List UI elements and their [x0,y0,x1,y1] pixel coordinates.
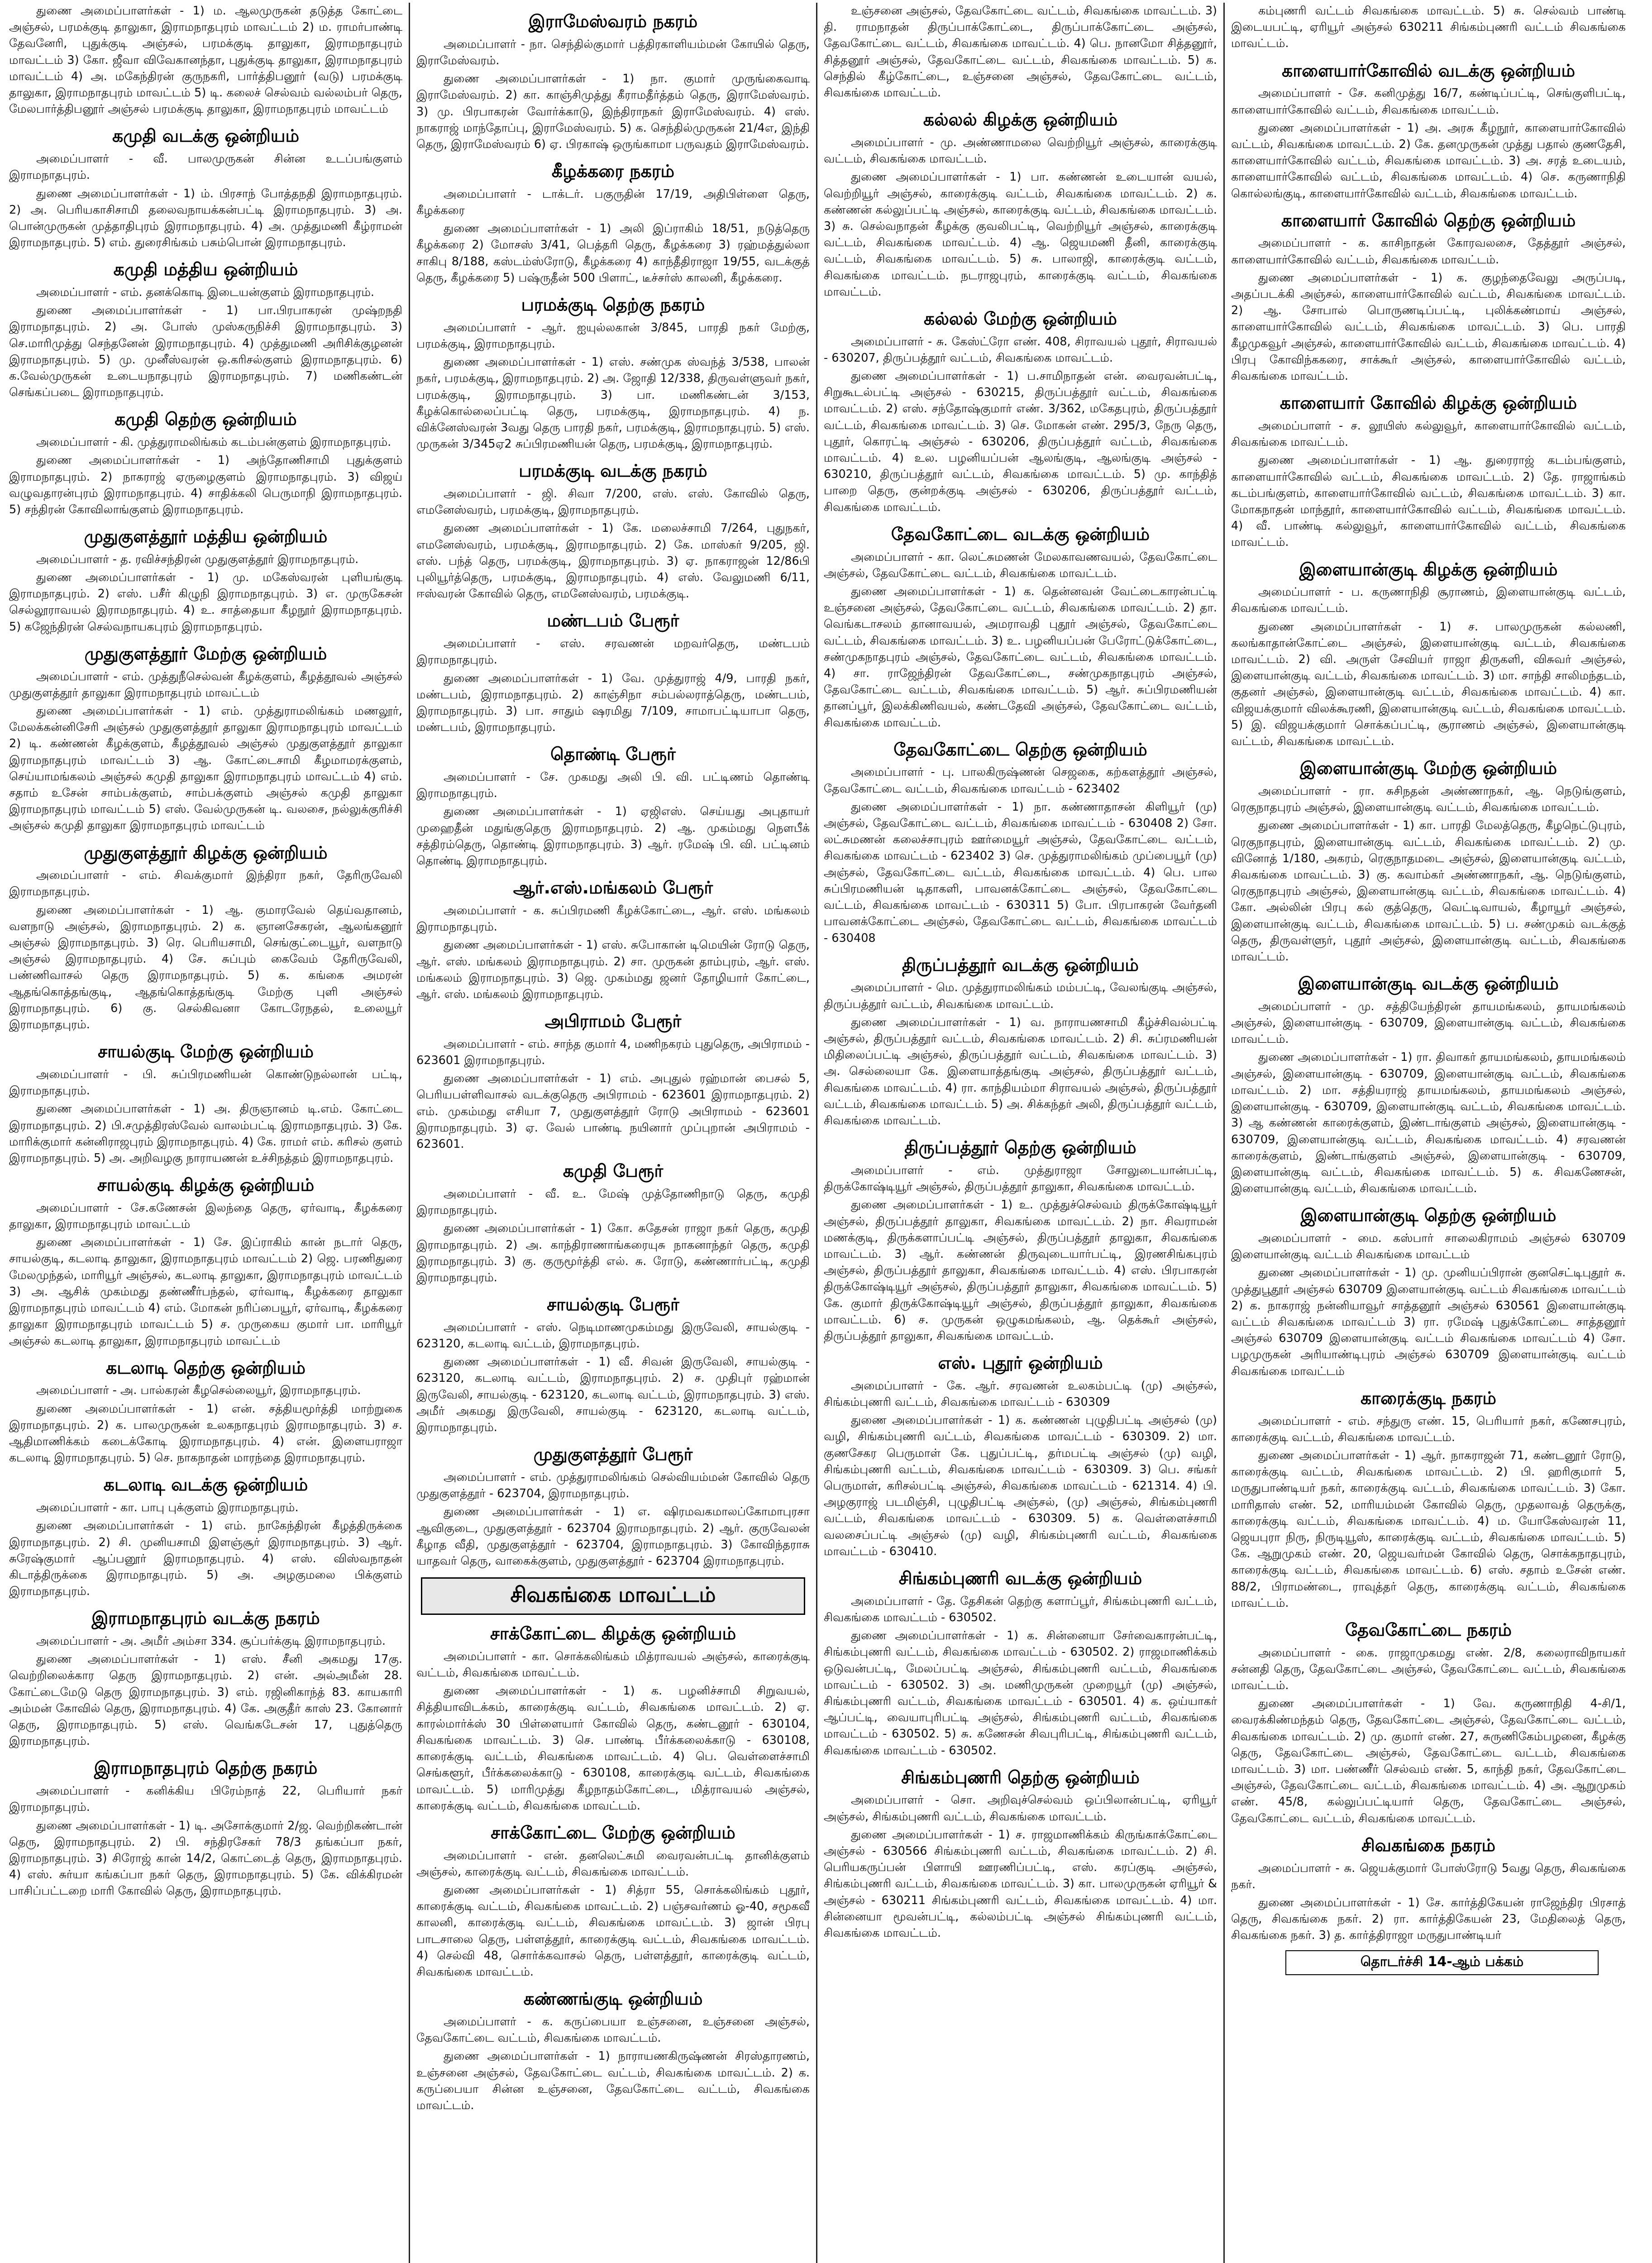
body-paragraph: துணை அமைப்பாளர்கள் - 1) க. சின்னையா சேர்வைகாரன்பட்டி, சிங்கம்புணரி வட்டம், சிவகங்கை மாவட்டம் - 630502. 2) ராஜமாணிக்கம் ஒடுவன்பட்டி, மேலப்பட்டி அஞ்சல், சிங்கம்புணரி வட்டம், சிவகங்கை மாவட்டம் - 630502. 3) அ. மணிமுருகன் முறையூர் (மு) அஞ்சல், சிங்கம்புணரி வட்டம், சிவகங்கை மாவட்டம் - 630501. 4) க. ஒய்யாகர் ஆப்பட்டி, வையாபுரிபட்டி அஞ்சல், சிங்கம்புணரி வட்டம், சிவகங்கை மாவட்டம் - 630502. 5) சு. கணேசன் சிவபுரிபட்டி, சிங்கம்புணரி வட்டம், சிவகங்கை மாவட்டம் - 630502. [824,1629,1217,1757]
body-paragraph: அமைப்பாளர் - க. கருப்பையா உஞ்சனை, உஞ்சனை அஞ்சல், தேவகோட்டை வட்டம், சிவகங்கை மாவட்டம். [416,2015,810,2045]
section-heading: சிவகங்கை நகரம் [1361,1835,1496,1855]
body-paragraph: துணை அமைப்பாளர்கள் - 1) வ. நாராயணசாமி கீழ்ச்சிவல்பட்டி அஞ்சல், திருப்பத்தூர் வட்டம், சிவகங்கை மாவட்டம். 2) சி. சுப்ரமணியன் மிதிலைப்பட்டி அஞ்சல், திருப்பத்தூர் வட்டம், சிவகங்கை மாவட்டம். 3) அ. செல்லையா கே. இளையாத்தங்குடி அஞ்சல், திருப்பத்தூர் வட்டம், சிவகங்கை மாவட்டம். 4) ரா. காந்தியம்மா சிராவயல் அஞ்சல், திருப்பத்தூர் வட்டம், சிவகங்கை மாவட்டம். 5) அ. சிக்கந்தர் அலி, திருப்பத்தூர் வட்டம், சிவகங்கை மாவட்டம். [824,1015,1217,1128]
section-heading: இராமநாதபுரம் வடக்கு நகரம் [91,1608,320,1628]
body-paragraph: துணை அமைப்பாளர்கள் - 1) டி. அசோக்குமார் 2/ஜ. வெற்றிகண்டான் தெரு, இராமநாதபுரம். 2) பி. சந்திரசேகர் 78/3 தங்கப்பா நகர், இராமநாதபுரம். 3) சிரோஜ் கான் 14/2, கொட்டைத் தெரு, இராமநாதபுரம். 4) எஸ். சுர்யா கங்கப்பா நகர் தெரு, இராமநாதபுரம். 5) கே. விக்கிரமன் பாசிப்பட்டறை மாரி கோவில் தெரு, இராமநாதபுரம். [9,1819,402,1898]
body-paragraph: அமைப்பாளர் - என். தனலெட்சுமி வைரவன்பட்டி தானிக்குளம் அஞ்சல், காரைக்குடி வட்டம், சிவகங்கை மாவட்டம். [416,1848,810,1879]
body-paragraph: துணை அமைப்பாளர்கள் - 1) என். சத்தியமூர்த்தி மாற்றுகை இராமநாதபுரம். 2) க. பாலமுருகன் உலகநாதபுரம் இராமநாதபுரம். 3) ச. ஆதிமாணிக்கம் கடைக்கோடி இராமநாதபுரம். 4) என். இளையராஜா கடலாடி இராமநாதபுரம். 5) செ. நாகநாதன் மாரந்தை இராமநாதபுரம். [9,1402,402,1465]
body-paragraph: அமைப்பாளர் - எஸ். நெடிமாணமுகம்மது இருவேலி, சாயல்குடி - 623120, கடலாடி வட்டம், இராமநாதபுரம். [416,1320,810,1351]
body-paragraph: அமைப்பாளர் - ப. கருணாநிதி சூராணம், இளையான்குடி வட்டம், சிவகங்கை மாவட்டம். [1231,585,1626,616]
section-heading: கண்ணங்குடி ஒன்றியம் [523,1989,703,2009]
body-paragraph: அமைப்பாளர் - சே. கனிமுத்து 16/7, கண்டிப்பட்டி, செங்குளிபட்டி, காளையார்கோவில் வட்டம், சிவகங்கை மாவட்டம். [1231,86,1626,117]
section-heading: சாக்கோட்டை மேற்கு ஒன்றியம் [491,1822,735,1843]
body-paragraph: துணை அமைப்பாளர்கள் - 1) அலி இப்ராகிம் 18/51, நடுத்தெரு கீழக்கரை 2) மோசஸ் 3/41, பெத்தரி தெரு, கீழக்கரை 3) ரஹ்மத்துல்லா சாகிபு 8/188, கஸ்டம்ஸ்ரோடு, கீழக்கரை 4) காந்தீதிராஜா 19/55, வடக்குத் தெரு, கீழக்கரை 5) பஷ்ருதீன் 500 பிளாட், டீச்சர்ஸ் காலனி, கீழக்கரை. [416,222,810,285]
column-4 [1225,3,1632,2263]
body-paragraph: அமைப்பாளர் - ச. லூயிஸ் கல்லுவூர், காளையார்கோவில் வட்டம், சிவகங்கை மாவட்டம். [1231,419,1626,449]
body-paragraph: துணை அமைப்பாளர்கள் - 1) க. குழந்தைவேலு அருப்படி, அதப்படக்கி அஞ்சல், காளையார்கோவில் வட்டம், சிவகங்கை மாவட்டம். 2) ஆ. சோபால் பொருணடிப்பட்டி, புலிக்கண்மாய் அஞ்சல், காளையார்கோவில் வட்டம், சிவகங்கை மாவட்டம். 3) பெ. பாரதி கீழமுகவூர் அஞ்சல், காளையார்கோவில் வட்டம், சிவகங்கை மாவட்டம். 4) பிரபு கோவிந்ககரை, சாக்கூர் அஞ்சல், காளையார்கோவில் வட்டம், சிவகங்கை மாவட்டம். [1231,271,1626,383]
body-paragraph: அமைப்பாளர் - வீ. உ. மேஷ் முத்தோணிநாடு தெரு, கமுதி இராமநாதபுரம். [416,1187,810,1217]
body-paragraph: அமைப்பாளர் - க. காசிநாதன் கோரவலசை, தேத்தூர் அஞ்சல், காளையார்கோவில் வட்டம், சிவகங்கை மாவட்டம். [1231,236,1626,267]
body-paragraph: அமைப்பாளர் - சொ. அறிவுச்செல்வம் ஒப்பிலான்பட்டி, ஏரியூர் அஞ்சல், சிங்கம்புணரி வட்டம், சிவகங்கை மாவட்டம். [824,1793,1217,1824]
body-paragraph: துணை அமைப்பாளர்கள் - 1) அ. திருஞானம் டி.எம். கோட்டை இராமநாதபுரம். 2) பி.சமுத்திரஸ்வேல் வாலம்பட்டி இராமநாதபுரம். 3) கே. மாரிக்குமார் கன்னிராஜபுரம் இராமநாதபுரம். 4) கே. ராமர் எம். கரிசல் குளம் இராமநாதபுரம். 5) அ. அறிவழகு நாராயணன் உச்சிநத்தம் இராமநாதபுரம். [9,1102,402,1165]
body-paragraph: அமைப்பாளர் - கா. பாபு புக்குளம் இராமநாதபுரம். [36,1501,299,1515]
body-paragraph: துணை அமைப்பாளர்கள் - 1) கே. மலைச்சாமி 7/264, புதுநகர், எமனேஸ்வரம், பரமக்குடி, இராமநாதபுரம். 2) கே. மாஸ்கர் 9/205, ஜி. எஸ். பந்த் தெரு, பரமக்குடி, இராமநாதபுரம். 3) ஏ. நாகராஜன் 12/86பி புலியூர்த்தெரு, பரமக்குடி, இராமநாதபுரம். 4) எஸ். வேலுமணி 6/11, ஈஸ்வரன் கோவில் தெரு, எமனேஸ்வரம், பரமக்குடி. [416,521,810,601]
section-heading: முதுகுளத்தூர் கிழக்கு ஒன்றியம் [84,842,328,863]
section-heading: காளையார் கோவில் கிழக்கு ஒன்றியம் [1280,393,1577,413]
body-paragraph: அமைப்பாளர் - வீ. பாலமுருகன் சின்ன உடப்பங்குளம் இராமநாதபுரம். [9,152,402,182]
body-paragraph: துணை அமைப்பாளர்கள் - 1) க. கண்ணன் புழுதிபட்டி அஞ்சல் (மு) வழி, சிங்கம்புணரி வட்டம், சிவகங்கை மாவட்டம் - 630309. 2) மா. குணசேகர பெருமாள் கே. புதுப்பட்டி, தர்மபட்டி அஞ்சல் (மு) வழி, சிங்கம்புணரி வட்டம், சிவகங்கை மாவட்டம் - 630309. 3) பெ. சங்கர் பெருமாள், கரிசல்பட்டி அஞ்சல், சிவகங்கை மாவட்டம் - 621314. 4) பி. அழகுராஜ் படமிஞ்சி, புழுதிபட்டி அஞ்சல், (மு) அஞ்சல், சிங்கம்புணரி வட்டம், சிவகங்கை மாவட்டம் - 630309. 5) க. வெள்ளைச்சாமி வலசைப்பட்டி அஞ்சல் (மு) வழி, சிங்கம்புணரி வட்டம், சிவகங்கை மாவட்டம் - 630410. [824,1413,1217,1558]
section-heading: கீழக்கரை நகரம் [551,161,675,181]
body-paragraph: துணை அமைப்பாளர்கள் - 1) மு. மகேஸ்வரன் புளியங்குடி இராமநாதபுரம். 2) எஸ். பசீர் கிழுநி இராமநாதபுரம். 3) எ. முருகேசன் செல்லூராவயல் இராமநாதபுரம். 4) உ. சாத்தையா கீழநூர் இராமநாதபுரம். 5) கஜேந்திரன் செல்வநாயகபுரம் இராமநாதபுரம். [9,571,402,634]
body-paragraph: அமைப்பாளர் - மை. கஸ்பார் சாலைகிராமம் அஞ்சல் 630709 இளையான்குடி வட்டம் சிவகங்கை மாவட்டம் [1231,1232,1626,1262]
section-heading: சிங்கம்புணரி வடக்கு ஒன்றியம் [898,1568,1142,1589]
body-paragraph: அமைப்பாளர் - கா. லெட்சுமணன் மேலகாவணவயல், தேவகோட்டை அஞ்சல், தேவகோட்டை வட்டம், சிவகங்கை மாவட்டம். [824,550,1217,580]
section-heading: கமுதி பேரூர் [563,1161,664,1181]
body-paragraph: துணை அமைப்பாளர்கள் - 1) வீ. சிவன் இருவேலி, சாயல்குடி - 623120, கடலாடி வட்டம், இராமநாதபுரம். 2) ச. முதிபுர் ரஹ்மான் இருவேலி, சாயல்குடி - 623120, கடலாடி வட்டம், இராமநாதபுரம். 3) எஸ். அமீர் அகமது இருவேலி, சாயல்குடி - 623120, கடலாடி வட்டம், இராமநாதபுரம். [416,1355,810,1435]
body-paragraph: அமைப்பாளர் - எம். சந்துரு எண். 15, பெரியார் நகர், கணேசபுரம், காரைக்குடி வட்டம், சிவகங்கை மாவட்டம். [1231,1414,1626,1444]
section-heading: காரைக்குடி நகரம் [1361,1388,1496,1408]
body-paragraph: துணை அமைப்பாளர்கள் - 1) நா. குமார் முருங்கைவாடி இராமேஸ்வரம். 2) கா. காஞ்சிமுத்து கீராமதீர்த்தம் தெரு, இராமேஸ்வரம். 3) மு. பிரபாகரன் வோர்க்காடு, இந்திராநகர் இராமேஸ்வரம். 4) எஸ். நாகராஜ் மாந்தோப்பு, இராமேஸ்வரம். 5) க. செந்தில்முருகன் 21/4எ, இந்தி தெரு, இராமேஸ்வரம் 6) ஏ. பிரகாஷ் ஒருங்காமா பருவதம் இராமேஸ்வரம். [416,72,810,151]
section-heading: இளையான்குடி மேற்கு ஒன்றியம் [1299,758,1557,778]
body-paragraph: துணை அமைப்பாளர்கள் - 1) நா. கண்ணாதாசன் கிளியூர் (மு) அஞ்சல், தேவகோட்டை வட்டம், சிவகங்கை மாவட்டம் - 630408 2) சோ. லட்சுமணன் கலைச்சாபுரம் ஊர்மையூர் அஞ்சல், தேவகோட்டை வட்டம், சிவகங்கை மாவட்டம் - 623402 3) செ. முத்துராமலிங்கம் முப்பையூர் (மு) அஞ்சல், தேவகோட்டை வட்டம், சிவகங்கை மாவட்டம். 4) பெ. பால சுப்பிரமணியன் டிதாகளி, பாவனக்கோட்டை அஞ்சல், தேவகோட்டை வட்டம், சிவகங்கை மாவட்டம் - 630311 5) போ. பிரபாகரன் வேர்தனி பாவனக்கோட்டை அஞ்சல், தேவகோட்டை வட்டம், சிவகங்கை மாவட்டம் - 630408 [824,800,1217,945]
body-paragraph: துணை அமைப்பாளர்கள் - 1) ம். பிரசாந் போத்தநதி இராமநாதபுரம். 2) அ. பெரியகாசிசாமி தலைவநாயக்கன்பட்டி இராமநாதபுரம். 3) அ. பொன்முருகன் முத்தாதிபுரம் இராமநாதபுரம். 4) அ. முத்துமணி கீழ்ராமன் இராமநாதபுரம். 5) எம். துரைசிங்கம் பசும்பொன் இராமநாதபுரம். [9,186,402,250]
section-heading: இராமநாதபுரம் தெற்கு நகரம் [94,1758,318,1778]
body-paragraph: துணை அமைப்பாளர்கள் - 1) அ. அரசு கீழநூர், காளையார்கோவில் வட்டம், சிவகங்கை மாவட்டம். 2) கே. தனமுருகன் முத்து பதால் குணதேசி, காளையார்கோவில் வட்டம், சிவகங்கை மாவட்டம். 3) அ. சரத் உடையம், காளையார்கோவில் வட்டம், சிவகங்கை மாவட்டம். 4) செ. கருணாநிதி கொல்லங்குடி, காளையார்கோவில் வட்டம், சிவகங்கை மாவட்டம். [1231,121,1626,201]
section-heading: சாயல்குடி பேரூர் [547,1294,679,1315]
continued-note: தொடர்ச்சி 14-ஆம் பக்கம் [1285,1950,1599,1975]
section-heading: முதுகுளத்தூர் மத்திய ஒன்றியம் [84,526,328,547]
body-paragraph: துணை அமைப்பாளர்கள் - 1) கோ. சுதேசன் ராஜா நகர் தெரு, கமுதி இராமநாதபுரம். 2) அ. காந்திராணாங்கரையுசு நாகனாந்தர் தெரு, கமுதி இராமநாதபுரம். 3) கு. குருமூர்த்தி எல். சு. ரோடு, கண்ணார்பட்டி, கமுதி இராமநாதபுரம். [416,1222,810,1284]
body-paragraph: துணை அமைப்பாளர்கள் - 1) கா. பாரதி மேலத்தெரு, கீழநெட்டுபுரம், ரெகுநாதபுரம், இளையான்குடி வட்டம், சிவகங்கை மாவட்டம். 2) மு. வினோத் 1/180, அகரம், ரெகுநாதமடை அஞ்சல், இளையான்குடி வட்டம், சிவகங்கை மாவட்டம். 3) கு. கவாம்கர் அண்ணாநகர், ஆ. நெடுங்குளம், ரெகுநாதபுரம் அஞ்சல், இளையான்குடி வட்டம், சிவகங்கை மாவட்டம். 4) கோ. அல்லின் பிரபு கல் குத்தெரு, வெட்டிவாயல், கீழாயூர் அஞ்சல், இளையான்குடி வட்டம், சிவகங்கை மாவட்டம். 5) ப. சண்முகம் வடக்குத் தெரு, திருவள்ளுர், புதூர் அஞ்சல், இளையான்குடி வட்டம், சிவகங்கை மாவட்டம். [1231,819,1626,964]
body-paragraph: அமைப்பாளர் - ஜி. சிவா 7/200, எஸ். எஸ். கோவில் தெரு, எமனேஸ்வரம், பரமக்குடி, இராமநாதபுரம். [416,487,810,517]
body-paragraph: துணை அமைப்பாளர்கள் - 1) உ. முத்துச்செல்வம் திருக்கோஷ்டியூர் அஞ்சல், திருப்பத்தூர் தாலுகா, சிவகங்கை மாவட்டம். 2) நா. சிவராமன் மணக்குடி, திருக்களாப்பட்டி அஞ்சல், திருப்பத்தூர் தாலுகா, சிவகங்கை மாவட்டம். 3) ஆர். கண்ணன் திருவுடையார்பட்டி, இரணசிங்கபுரம் அஞ்சல், திருப்பத்தூர் தாலுகா, சிவகங்கை மாவட்டம். 4) எஸ். பிரபாகரன் திருக்கோஷ்டியூர் அஞ்சல், திருப்பத்தூர் தாலுகா, சிவகங்கை மாவட்டம். 5) கே. குமார் திருக்கோஷ்டியூர் அஞ்சல், திருப்பத்தூர் தாலுகா, சிவகங்கை மாவட்டம். 6) ச. முருகன் ஒழுகமங்கலம், ஆ. தெக்கூர் அஞ்சல், திருப்பத்தூர் தாலுகா, சிவகங்கை மாவட்டம். [824,1198,1217,1343]
body-paragraph: அமைப்பாளர் - ஆர். ஐயுல்லகான் 3/845, பாரதி நகர் மேற்கு, பரமக்குடி, இராமநாதபுரம். [416,320,810,351]
section-heading: எஸ். புதூர் ஒன்றியம் [938,1353,1103,1373]
section-heading: கல்லல் கிழக்கு ஒன்றியம் [923,110,1118,130]
section-heading: தேவகோட்டை நகரம் [1345,1619,1512,1640]
body-paragraph: துணை அமைப்பாளர்கள் - 1) ஏஜிஎஸ். செய்யது அபுதாயர் முஹைதீன் மதுங்குதெரு இராமநாதபுரம். 2) ஆ. முகம்மது நெளபீக் சத்திரம்தெரு, தொண்டி இராமநாதபுரம். 3) ஆர். ரமேஷ் பி. வி. பட்டினம் தொண்டி இராமநாதபுரம். [416,805,810,868]
section-heading: தொண்டி பேரூர் [550,744,676,764]
section-heading: கல்லல் மேற்கு ஒன்றியம் [924,308,1117,329]
section-heading: திருப்பத்தூர் வடக்கு ஒன்றியம் [902,955,1139,975]
section-heading: தேவகோட்டை தெற்கு ஒன்றியம் [893,739,1147,759]
body-paragraph: அமைப்பாளர் - டாக்டர். பகுருதின் 17/19, அதிபிள்ளை தெரு, கீழக்கரை [416,187,810,217]
section-heading: கமுதி வடக்கு ஒன்றியம் [112,126,300,146]
body-paragraph: அமைப்பாளர் - எம். தனக்கொடி இடையன்குளம் இராமநாதபுரம். [36,286,375,300]
body-paragraph: துணை அமைப்பாளர்கள் - 1) எஸ். சீனி அகமது 17கு. வெற்றிலைக்கார தெரு இராமநாதபுரம். 2) என். அல்அமீன் 28. கோட்டைமேடு தெரு இராமநாதபுரம். 3) எம். ரஜினிகாந்த் 83. காயகாரி அம்மன் கோவில் தெரு, இராமநாதபுரம். 4) கே. அகுதீர் காஸ் 23. கோனார் தெரு, இராமநாதபுரம். 5) எஸ். வெங்கடேசன் 17, புதுத்தெரு இராமநாதபுரம். [9,1652,402,1748]
section-heading: இளையான்குடி வடக்கு ஒன்றியம் [1298,974,1559,994]
body-paragraph: துணை அமைப்பாளர்கள் - 1) அந்தோணிசாமி புதுக்குளம் இராமநாதபுரம். 2) நாகராஜ் ஏருழைகுளம் இராமநாதபுரம். 3) விஜய் வழுவதாரன்புரம் இராமநாதபுரம். 4) சாதிக்கலி பெருமாநி இராமநாதபுரம். 5) சந்திரன் கோவிலாங்குளம் இராமநாதபுரம். [9,454,402,516]
body-paragraph: அமைப்பாளர் - நா. செந்தில்குமார் பத்திரகாளியம்மன் கோயில் தெரு, இராமேஸ்வரம். [416,37,810,67]
section-heading: கடலாடி தெற்கு ஒன்றியம் [106,1357,306,1378]
section-heading: முதுகுளத்தூர் பேரூர் [533,1444,693,1465]
body-paragraph: அமைப்பாளர் - எம். சாந்த குமார் 4, மணிநகரம் புதுதெரு, அபிராமம் - 623601 இராமநாதபுரம். [416,1037,810,1068]
body-paragraph: துணை அமைப்பாளர்கள் - 1) எம். முத்துராமலிங்கம் மணலூர், மேலக்கன்னிசேரி அஞ்சல் முதுகுளத்தூர் தாலுகா இராமநாதபுரம் மாவட்டம் 2) டி. கண்ணன் கீழக்குளம், கீழத்தூவல் அஞ்சல் முதுகுளத்தூர் தாலுகா இராமநாதபுரம் மாவட்டம் 3) ஆ. கோட்டைசாமி கீழமாமரக்குளம், செய்யாமங்கலம் அஞ்சல் கமுதி தாலுகா இராமநாதபுரம் மாவட்டம் 4) எம். சதாம் உசேன் சாம்பக்குளம், சாம்பக்குளம் அஞ்சல் கமுதி தாலுகா இராமநாதபுரம் மாவட்டம் 5) எஸ். வேல்முருகன் டி. வலசை, நல்லுக்குரிச்சி அஞ்சல் கமுதி தாலுகா இராமநாதபுரம் மாவட்டம் [9,704,402,833]
body-paragraph: துணை அமைப்பாளர்கள் - 1) சித்ரா 55, சொக்கலிங்கம் புதூர், காரைக்குடி வட்டம், சிவகங்கை மாவட்டம். 2) பஞ்சவர்ணம் ஓ-40, சமூகவீ காலனி, காரைக்குடி வட்டம், சிவகங்கை மாவட்டம். 3) ஜான் பிரபு பாடசாலை தெரு, பள்ளத்தூர், காரைக்குடி வட்டம், சிவகங்கை மாவட்டம். 4) செல்வி 48, சொர்க்கவாசல் தெரு, பள்ளத்தூர், காரைக்குடி வட்டம், சிவகங்கை மாவட்டம். [416,1883,810,1979]
body-paragraph: அமைப்பாளர் - கை. ராஜாமுகமது எண். 2/8, கலைராவிநாயகர் சன்னதி தெரு, தேவகோட்டை அஞ்சல், தேவகோட்டை வட்டம், சிவகங்கை மாவட்டம். [1231,1646,1626,1693]
section-heading: காளையார்கோவில் வடக்கு ஒன்றியம் [1281,60,1576,81]
column-3 [817,3,1225,2263]
section-heading: ஆர்.எஸ்.மங்கலம் பேரூர் [513,878,713,898]
body-paragraph: அமைப்பாளர் - கா. சொக்கலிங்கம் மித்ராவயல் அஞ்சல், காரைக்குடி வட்டம், சிவகங்கை மாவட்டம். [416,1649,810,1680]
body-paragraph: துணை அமைப்பாளர்கள் - 1) க. தென்னவன் வேட்டைகாரன்பட்டி உஞ்சனை அஞ்சல், தேவகோட்டை வட்டம், சிவகங்கை மாவட்டம். 2) தா. வெங்கடாசலம் தானாவயல், அமராவதி புதூர் அஞ்சல், தேவகோட்டை வட்டம், சிவகங்கை மாவட்டம். 3) உ. பழனியப்பன் பேரோட்டுக்கோட்டை, சண்முகநாதபுரம் அஞ்சல், தேவகோட்டை வட்டம், சிவகங்கை மாவட்டம். 4) சா. ராஜேந்திரன் தேவகோட்டை, சண்முகநாதபுரம் அஞ்சல், தேவகோட்டை வட்டம், சிவகங்கை மாவட்டம். 5) ஆர். சுப்பிரமணியன் தானப்பூர், இலக்கிணிவயல், கண்டதேவி அஞ்சல், தேவகோட்டை வட்டம், சிவகங்கை மாவட்டம். [824,584,1217,730]
section-heading: இளையான்குடி தெற்கு ஒன்றியம் [1300,1205,1557,1226]
section-heading: தேவகோட்டை வடக்கு ஒன்றியம் [891,524,1150,544]
body-paragraph: துணை அமைப்பாளர்கள் - 1) எ. ஷிரமவகமாலப்கோமாபுரசா ஆவிகுடை, முதுகுளத்தூர் - 623704 இராமநாதபுரம். 2) ஆர். குருவேலன் கீழாத வீதி, முதுகுளத்தூர் - 623704, இராமநாதபுரம். 3) கோவிந்தராசு யாதவர் தெரு, வாகைக்குளம், முதுகுளத்தூர் - 623704 இராமநாதபுரம். [416,1505,810,1568]
column-1 [3,3,410,2263]
body-paragraph: அமைப்பாளர் - கனிக்கிய பிரேம்நாத் 22, பெரியார் நகர் இராமநாதபுரம். [9,1784,402,1814]
body-paragraph: அமைப்பாளர் - மு. சத்தியேந்திரன் தாயமங்கலம், தாயமங்கலம் அஞ்சல், இளையான்குடி - 630709, இளையான்குடி வட்டம், சிவகங்கை மாவட்டம். [1231,999,1626,1046]
body-paragraph: துணை அமைப்பாளர்கள் - 1) ஆ. துரைராஜ் கடம்பங்குளம், காளையார்கோவில் வட்டம், சிவகங்கை மாவட்டம். 2) தே. ராஜாங்கம் கடம்பங்குளம், காளையார்கோவில் வட்டம், சிவகங்கை மாவட்டம். 3) கா. மோகநாதன் மாந்தூர், காளையார்கோவில் வட்டம், சிவகங்கை மாவட்டம். 4) வீ. பாண்டி கல்லுவூர், காளையார்கோவில் வட்டம், சிவகங்கை மாவட்டம். [1231,454,1626,549]
section-heading: கமுதி தெற்கு ஒன்றியம் [115,409,297,430]
body-paragraph: துணை அமைப்பாளர்கள் - 1) சே. இப்ராகிம் கான் நடார் தெரு, சாயல்குடி, கடலாடி தாலுகா, இராமநாதபுரம் மாவட்டம் 2) ஜெ. பரணிதுரை மேலமுந்தல், மாரியூர் அஞ்சல், கடலாடி தாலுகா, இராமநாதபுரம் மாவட்டம் 3) அ. ஆசிக் முகம்மது தண்ணீர்பந்தல், ஏர்வாடி, கீழக்கரை தாலுகா இராமநாதபுரம் மாவட்டம் 4) எம். மோகன் நரிப்பையூர், ஏர்வாடி, கீழக்கரை தாலுகா இராமநாதபுரம் மாவட்டம் 5) ச. முருகைய குமார் பா. மாரியூர் அஞ்சல் கடலாடி தாலுகா, இராமநாதபுரம் மாவட்டம் [9,1236,402,1348]
body-paragraph: அமைப்பாளர் - மெ. முத்துராமலிங்கம் மம்பட்டி, வேலங்குடி அஞ்சல், திருப்பத்தூர் வட்டம், சிவகங்கை மாவட்டம். [824,981,1217,1011]
section-heading: கமுதி மத்திய ஒன்றியம் [113,259,298,280]
body-paragraph: துணை அமைப்பாளர்கள் - 1) ஆ. குமாரவேல் தெய்வதானம், வளநாடு அஞ்சல், இராமநாதபுரம். 2) க. ஞானசேகரன், ஆலங்கனூர் அஞ்சல் இராமநாதபுரம். 3) ரெ. பெரியசாமி, செங்குட்டையூர், வளநாடு அஞ்சல் இராமநாதபுரம். 4) சே. சுப்பும் கைவேம் தேரிருவேலி, பண்ணிவாசல் தெரு இராமநாதபுரம். 5) க. கங்கை அமரன் ஆதங்கொத்தங்குடி, ஆதங்கொத்தங்குடி மேற்கு புளி அஞ்சல் இராமநாதபுரம். 6) கு. செல்கிவனா கோடரேநதல், உலையூர் இராமநாதபுரம். [9,903,402,1032]
body-paragraph: அமைப்பாளர் - எம். முத்துராஜா சோலுடையான்பட்டி, திருக்கோஷ்டியூர் அஞ்சல், திருப்பத்தூர் தாலுகா, சிவகங்கை மாவட்டம். [824,1163,1217,1194]
body-paragraph: அமைப்பாளர் - சே. முகமது அலி பி. வி. பட்டிணம் தொண்டி இராமநாதபுரம். [416,770,810,801]
section-heading: இளையான்குடி கிழக்கு ஒன்றியம் [1299,559,1558,579]
body-paragraph: அமைப்பாளர் - ரா. சுசிநதன் அண்ணாநகர், ஆ. நெடுங்குளம், ரெகுநாதபுரம் அஞ்சல், இளையான்குடி வட்டம், சிவகங்கை மாவட்டம். [1231,784,1626,815]
body-paragraph: உஞ்சனை அஞ்சல், தேவகோட்டை வட்டம், சிவகங்கை மாவட்டம். 3) தி. ராமநாதன் திருப்பாக்கோட்டை, திருப்பாக்கோட்டை அஞ்சல், தேவகோட்டை வட்டம், சிவகங்கை மாவட்டம். 4) பெ. நானமோ சித்தனூர், சித்தனூர் அஞ்சல், தேவகோட்டை வட்டம், சிவகங்கை மாவட்டம். 5) க. செந்தில் கீழ்கோட்டை, உஞ்சனை அஞ்சல், தேவகோட்டை வட்டம், சிவகங்கை மாவட்டம். [824,4,1217,100]
column-2 [410,3,817,2263]
section-heading: கடலாடி வடக்கு ஒன்றியம் [103,1475,308,1495]
body-paragraph: அமைப்பாளர் - தே. தேசிகன் தெற்கு களாப்பூர், சிங்கம்புணரி வட்டம், சிவகங்கை மாவட்டம் - 630502. [824,1594,1217,1624]
section-heading: திருப்பத்தூர் தெற்கு ஒன்றியம் [904,1137,1136,1158]
body-paragraph: அமைப்பாளர் - எம். சிவக்குமார் இந்திரா நகர், தேரிருவேலி இராமநாதபுரம். [9,869,402,899]
body-paragraph: துணை அமைப்பாளர்கள் - 1) பா. கண்ணன் உடையான் வயல், வெற்றியூர் அஞ்சல், காரைக்குடி வட்டம், சிவகங்கை மாவட்டம். 2) க. கண்ணன் கல்லுப்பட்டி அஞ்சல், காரைக்குடி வட்டம், சிவகங்கை மாவட்டம். 3) சு. செல்வநாதன் கீழக்கு குவலிபட்டி, வெற்றியூர் அஞ்சல், காரைக்குடி வட்டம், சிவகங்கை மாவட்டம். 4) ஆ. ஜெயமணி தீனி, காரைக்குடி வட்டம், சிவகங்கை மாவட்டம். 5) சு. பாலாஜி, காரைக்குடி வட்டம், சிவகங்கை மாவட்டம். நடராஜபுரம், காரைக்குடி வட்டம், சிவகங்கை மாவட்டம். [824,170,1217,299]
body-paragraph: அமைப்பாளர் - பு. பாலகிருஷ்ணன் செஜகை, கற்களத்தூர் அஞ்சல், தேவகோட்டை வட்டம், சிவகங்கை மாவட்டம் - 623402 [824,765,1217,796]
body-paragraph: அமைப்பாளர் - அ. பால்கரன் கீழசெல்லையூர், இராமநாதபுரம். [36,1384,361,1398]
body-paragraph: துணை அமைப்பாளர்கள் - 1) நாராயணகிருஷ்ணன் சிரஸ்தாரணம், உஞ்சனை அஞ்சல், தேவகோட்டை வட்டம், சிவகங்கை மாவட்டம். 2) க. கருப்பையா சின்ன உஞ்சனை, தேவகோட்டை வட்டம், சிவகங்கை மாவட்டம். [416,2049,810,2112]
district-banner: சிவகங்கை மாவட்டம் [421,1577,805,1615]
body-paragraph: துணை அமைப்பாளர்கள் - 1) ம. ஆலமுருகன் தடுத்த கோட்டை அஞ்சல், பரமக்குடி தாலுகா, இராமநாதபுரம் மாவட்டம் 2) ம. ராமர்பாண்டி தேவனேரி, புதுக்குடி அஞ்சல், பரமக்குடி தாலுகா, இராமநாதபுரம் மாவட்டம் 3) கோ. ஜீவா விவேகானந்தா, புதுக்குடி தாலுகா, இராமநாதபுரம் மாவட்டம் 4) அ. மகேந்திரன் குருநகரி, பார்த்திபனூர் (வடு) பரமக்குடி தாலுகா, இராமநாதபுரம் மாவட்டம் 5) டி. கலைச் செல்வம் வல்லம்பர் தெரு, மேலபார்த்திபனூர் அஞ்சல் பரமக்குடி தாலுகா, இராமநாதபுரம் மாவட்டம் [9,4,402,116]
body-paragraph: அமைப்பாளர் - சே.கணேசன் இலந்தை தெரு, ஏர்வாடி, கீழக்கரை தாலுகா, இராமநாதபுரம் மாவட்டம் [9,1201,402,1232]
body-paragraph: துணை அமைப்பாளர்கள் - 1) ச. பாலமுருகன் கல்லணி, கலங்காதான்கோட்டை அஞ்சல், இளையான்குடி வட்டம், சிவகங்கை மாவட்டம். 2) வி. அருள் சேவியர் ராஜா திருகளி, விசுவர் அஞ்சல், இளையான்குடி வட்டம், சிவகங்கை மாவட்டம். 3) மா. சாந்தி சாலிமந்தடம், குதனர் அஞ்சல், இளையான்குடி வட்டம், சிவகங்கை மாவட்டம். 4) கா. விஜயக்குமார் விலக்கூரணி, இளையான்குடி வட்டம், சிவகங்கை மாவட்டம். 5) இ. விஜயக்குமார் சொக்கப்பட்டி, சூராணம் அஞ்சல், இளையான்குடி வட்டம், சிவகங்கை மாவட்டம். [1231,620,1626,749]
body-paragraph: அமைப்பாளர் - கே. ஆர். சரவணன் உலகம்பட்டி (மு) அஞ்சல், சிங்கம்புணரி வட்டம், சிவகங்கை மாவட்டம் - 630309 [824,1379,1217,1409]
body-paragraph: கம்புணரி வட்டம் சிவகங்கை மாவட்டம். 5) சு. செல்வம் பாண்டி இடையபட்டி, ஏரியூர் அஞ்சல் 630211 சிங்கம்புணரி வட்டம் சிவகங்கை மாவட்டம். [1231,4,1626,51]
body-paragraph: துணை அமைப்பாளர்கள் - 1) வே. முத்துராஜ் 4/9, பாரதி நகர், மண்டபம், இராமநாதபுரம். 2) காஞ்சிநா சம்பல்லராத்தெரு, மண்டபம், இராமநாதபுரம். 3) பா. சாதும் ஷரமிது 7/109, சாமாபட்டியாபா தெரு, மண்டபம், இராமநாதபுரம். [416,671,810,735]
body-paragraph: அமைப்பாளர் - சு. கேஸ்ட்ரோ எண். 408, சிராவயல் புதூர், சிராவயல் - 630207, திருப்பத்தூர் வட்டம், சிவகங்கை மாவட்டம். [824,334,1217,365]
body-paragraph: துணை அமைப்பாளர்கள் - 1) ஆர். நாகராஜன் 71, கண்டனூர் ரோடு, காரைக்குடி வட்டம், சிவகங்கை மாவட்டம். 2) பி. ஹரிகுமார் 5, மருதுபாண்டியர் நகர், காரைக்குடி வட்டம், சிவகங்கை மாவட்டம். 3) கோ. மாரிதாஸ் எண். 52, மாரியம்மன் கோவில் தெரு, முதலாவத் தெருக்கு, காரைக்குடி வட்டம், சிவகங்கை மாவட்டம். 4) ம. யோகேஸ்வரன் 11, ஜெயபுரா நிரு, நிருடியூஸ், காரைக்குடி வட்டம், சிவகங்கை மாவட்டம். 5) கே. ஆறுமுகம் எண். 20, ஜெயவர்மன் கோவில் தெரு, சொக்கநாதபுரம், காரைக்குடி வட்டம், சிவகங்கை மாவட்டம். 6) எஸ். சதாம் உசேன் எண். 88/2, பிராமண்டை, ராவுத்தர் தெரு, காரைக்குடி வட்டம், சிவகங்கை மாவட்டம். [1231,1448,1626,1610]
body-paragraph: துணை அமைப்பாளர்கள் - 1) எம். அபுதுல் ரஹ்மான் பைசல் 5, பெரியபள்ளிவாசல் வடக்குதெரு அபிராமம் - 623601 இராமநாதபுரம். 2) எம். முகம்மது எசியா 7, முதுகுளத்தூர் ரோடு அபிராமம் - 623601 இராமநாதபுரம். 3) ஏ. வேல் பாண்டி நயினார் முப்புறான் அபிராமம் - 623601. [416,1072,810,1151]
section-heading: சாக்கோட்டை கிழக்கு ஒன்றியம் [490,1623,736,1644]
body-paragraph: அமைப்பாளர் - கி. முத்துராமலிங்கம் கடம்பன்குளம் இராமநாதபுரம். [36,435,392,449]
body-paragraph: அமைப்பாளர் - எஸ். சரவணன் மறவர்தெரு, மண்டபம் இராமநாதபுரம். [416,637,810,667]
section-heading: முதுகுளத்தூர் மேற்கு ஒன்றியம் [84,643,327,664]
body-paragraph: அமைப்பாளர் - எம். முத்துராமலிங்கம் செல்வியம்மன் கோவில் தெரு முதுகுளத்தூர் - 623704, இராமநாதபுரம். [416,1470,810,1501]
body-paragraph: அமைப்பாளர் - எம். முத்துநீசெல்வன் கீழக்குளம், கீழத்தூவல் அஞ்சல் முதுகுளத்தூர் தாலுகா இராமநாதபுரம் மாவட்டம் [9,669,402,700]
body-paragraph: துணை அமைப்பாளர்கள் - 1) எஸ். சண்முக ஸ்வந்த் 3/538, பாலன் நகர், பரமக்குடி, இராமநாதபுரம். 2) அ. ஜோதி 12/338, திருவள்ளுவர் நகர், பரமக்குடி, இராமநாதபுரம். 3) பா. மணிகண்டன் 3/153, கீழக்கொல்லைப்பட்டி தெரு, பரமக்குடி, இராமநாதபுரம். 4) ந. விக்னேஸ்வரன் 3வது தெரு பாரதி நகர், பரமக்குடி, இராமநாதபுரம். 5) எஸ். முருகன் 3/345ஏ2 சுப்பிரமணியன் தெரு, பரமக்குடி, இராமநாதபுரம். [416,355,810,451]
body-paragraph: துணை அமைப்பாளர்கள் - 1) ப.சாமிநாதன் என். வைரவன்பட்டி, சிறுகூடல்பட்டி அஞ்சல் - 630215, திருப்பத்தூர் வட்டம், சிவகங்கை மாவட்டம். 2) எஸ். சந்தோஷ்குமார் எண். 3/362, மகேதபுரம், திருப்பத்தூர் வட்டம், சிவகங்கை மாவட்டம். 3) செ. மோகன் எண். 295/3, நேரு தெரு, புதூர், கொரட்டி அஞ்சல் - 630206, திருப்பத்தூர் வட்டம், சிவகங்கை மாவட்டம். 4) உல. பழனியப்பன் ஆலங்குடி, ஆலங்குடி அஞ்சல் - 630210, திருப்பத்தூர் வட்டம், சிவகங்கை மாவட்டம். 5) மு. காந்தித் பாறை தெரு, குன்றக்குடி அஞ்சல் - 630206, திருப்பத்தூர் வட்டம், சிவகங்கை மாவட்டம். [824,369,1217,514]
body-paragraph: துணை அமைப்பாளர்கள் - 1) எஸ். சுபோகான் டிமெயின் ரோடு தெரு, ஆர். எஸ். மங்கலம் இராமநாதபுரம். 2) சா. முருகன் தாம்புரம், ஆர். எஸ். மங்கலம் இராமநாதபுரம். 3) ஜெ. முகம்மது ஜனர் தோழியார் கோட்டை, ஆர். எஸ். மங்கலம் இராமநாதபுரம். [416,938,810,1001]
body-paragraph: துணை அமைப்பாளர்கள் - 1) எம். நாகேந்திரன் கீழத்திருக்கை இராமநாதபுரம். 2) சி. முனியசாமி இளஞ்சூர் இராமநாதபுரம். 3) ஆர். சுரேஷ்குமார் ஆப்பனூர் இராமநாதபுரம். 4) எஸ். விஸ்வநாதன் கிடாத்திருக்கை இராமநாதபுரம். 5) அ. அழகுமலை பிக்குளம் இராமநாதபுரம். [9,1519,402,1599]
body-paragraph: துணை அமைப்பாளர்கள் - 1) வே. கருணாநிதி 4-சி/1, வைரக்கிண்மந்தம் தெரு, தேவகோட்டை அஞ்சல், தேவகோட்டை வட்டம், சிவகங்கை மாவட்டம். 2) மு. குமார் எண். 27, சுருணிகேம்பழனை, கீழக்கு தெரு, தேவகோட்டை அஞ்சல், தேவகோட்டை வட்டம், சிவகங்கை மாவட்டம். 3) மா. பண்ணீர் செல்வம் எண். 5, காந்தி நகர், தேவகோட்டை அஞ்சல், தேவகோட்டை வட்டம், சிவகங்கை மாவட்டம். 4) அ. ஆறுமுகம் எண். 45/8, கல்லுப்பட்டியார் தெரு, தேவகோட்டை அஞ்சல், தேவகோட்டை வட்டம், சிவகங்கை மாவட்டம். [1231,1697,1626,1825]
body-paragraph: அமைப்பாளர் - அ. அமீர் அம்சா 334. சூப்பர்க்குடி இராமநாதபுரம். [36,1634,386,1648]
body-paragraph: துணை அமைப்பாளர்கள் - 1) க. பழனிச்சாமி சிறுவயல், சித்தியாவிடக்கம், காரைக்குடி வட்டம், சிவகங்கை மாவட்டம். 2) ஏ. காரல்மார்க்ஸ் 30 பிள்ளையார் கோவில் தெரு, கண்டனூர் - 630104, சிவகங்கை மாவட்டம். 3) செ. பாண்டி பீர்க்கலைக்காடு - 630108, காரைக்குடி வட்டம், சிவகங்கை மாவட்டம். 4) பெ. வெள்ளைச்சாமி செங்களூர், பீர்க்கலைக்காடு - 630108, காரைக்குடி வட்டம், சிவகங்கை மாவட்டம். 5) மாரிமுத்து கீழநாதம்கோட்டை, மித்ராவயல் அஞ்சல், காரைக்குடி வட்டம், சிவகங்கை மாவட்டம். [416,1684,810,1813]
section-heading: சாயல்குடி கிழக்கு ஒன்றியம் [97,1175,315,1195]
section-heading: பரமக்குடி வடக்கு நகரம் [519,461,707,481]
body-paragraph: துணை அமைப்பாளர்கள் - 1) ரா. திவாகர் தாயமங்கலம், தாயமங்கலம் அஞ்சல், இளையான்குடி - 630709, இளையான்குடி வட்டம், சிவகங்கை மாவட்டம். 2) மா. சத்தியராஜ் தாயமங்கலம், தாயமங்கலம் அஞ்சல், இளையான்குடி - 630709, இளையான்குடி வட்டம், சிவகங்கை மாவட்டம். 3) ஆ கண்ணன் காரைக்குளம், இண்டாங்குளம் அஞ்சல், இளையான்குடி - 630709, இளையான்குடி வட்டம், சிவகங்கை மாவட்டம். 4) சரவணன் காரைக்குளம், இண்டாங்குளம் அஞ்சல், இளையான்குடி - 630709, இளையான்குடி வட்டம், சிவகங்கை மாவட்டம். 5) க. சிவகணேசன், இளையான்குடி வட்டம், சிவகங்கை மாவட்டம். [1231,1050,1626,1196]
section-heading: சாயல்குடி மேற்கு ஒன்றியம் [98,1041,314,1062]
section-heading: பரமக்குடி தெற்கு நகரம் [521,295,705,315]
body-paragraph: அமைப்பாளர் - பி. சுப்பிரமணியன் கொண்டுநல்லான் பட்டி, இராமநாதபுரம். [9,1067,402,1098]
body-paragraph: அமைப்பாளர் - சு. ஜெயக்குமார் போஸ்ரோடு 5வது தெரு, சிவகங்கை நகர். [1231,1861,1626,1891]
section-heading: அபிராமம் பேரூர் [544,1011,682,1031]
body-paragraph: துணை அமைப்பாளர்கள் - 1) சே. கார்த்திகேயன் ராஜேந்திர பிரசாத் தெரு, சிவகங்கை நகர். 2) ரா. கார்த்திகேயன் 23, மேதிலைத் தெரு, சிவகங்கை நகர். 3) த. கார்த்திராஜா மருதுபாண்டியர் [1231,1895,1626,1943]
section-heading: இராமேஸ்வரம் நகரம் [528,11,698,31]
body-paragraph: அமைப்பாளர் - மு. அண்ணாமலை வெற்றியூர் அஞ்சல், காரைக்குடி வட்டம், சிவகங்கை மாவட்டம். [824,135,1217,166]
body-paragraph: அமைப்பாளர் - க. சுப்பிரமணி கீழக்கோட்டை, ஆர். எஸ். மங்கலம் இராமநாதபுரம். [416,903,810,934]
body-paragraph: அமைப்பாளர் - த. ரவிச்சந்திரன் முதுகுளத்தூர் இராமநாதபுரம். [36,552,359,566]
section-heading: மண்டபம் பேரூர் [547,611,679,631]
body-paragraph: துணை அமைப்பாளர்கள் - 1) பா.பிரபாகரன் முஷ்றநதி இராமநாதபுரம். 2) அ. போஸ் முஸ்கருநிச்சி இராமநாதபுரம். 3) செ.மாரிமுத்து செந்தனேன் இராமநாதபுரம். 4) முத்துமணி அரிசிக்குழனன் இராமநாதபுரம். 5) மு. முனீஸ்வரன் ஒ.கரிசல்குளம் இராமநாதபுரம். 6) க.வேல்முருகன் உடையநாதபுரம் இராமநாதபுரம். 7) மணிகண்டன் செங்கப்படை இராமநாதபுரம். [9,304,402,400]
section-heading: சிங்கம்புணரி தெற்கு ஒன்றியம் [901,1767,1140,1787]
body-paragraph: துணை அமைப்பாளர்கள் - 1) மு. முனியப்பிரான் குனசெட்டிபுதூர் சு. முத்துபூதூர் அஞ்சல் 630709 இளையான்குடி வட்டம் சிவகங்கை மாவட்டம் 2) க. நாகராஜ் நன்னியாவூர் சாத்தனூர் அஞ்சல் 630561 இளையான்குடி வட்டம் சிவகங்கை மாவட்டம் 3) ரா. ரமேஷ் புதுக்கோட்டை சாத்தனூர் அஞ்சல் 630709 இளையான்குடி வட்டம் சிவகங்கை மாவட்டம் 4) சோ. பழமுருகன் அரியாண்டிபுரம் அஞ்சல் 630709 இளையான்குடி வட்டம் சிவகங்கை மாவட்டம் [1231,1266,1626,1378]
section-heading: காளையார் கோவில் தெற்கு ஒன்றியம் [1281,210,1576,230]
body-paragraph: துணை அமைப்பாளர்கள் - 1) ச. ராஜமாணிக்கம் கிருங்காக்கோட்டை அஞ்சல் - 630566 சிங்கம்புணரி வட்டம், சிவகங்கை மாவட்டம். 2) சி. பெரியகருப்பன் பிளாயி ஊரணிப்பட்டி, எஸ். கரப்குடி அஞ்சல், சிங்கம்புணரி வட்டம், சிவகங்கை மாவட்டம். 3) கா. பாலமுருகன் ஏரியூர் & அஞ்சல் - 630211 சிங்கம்புணரி வட்டம், சிவகங்கை மாவட்டம். 4) மா. சின்னையா மூவன்பட்டி, கல்லம்பட்டி அஞ்சல் சிங்கம்புணரி வட்டம், சிவகங்கை மாவட்டம். [824,1828,1217,1940]
